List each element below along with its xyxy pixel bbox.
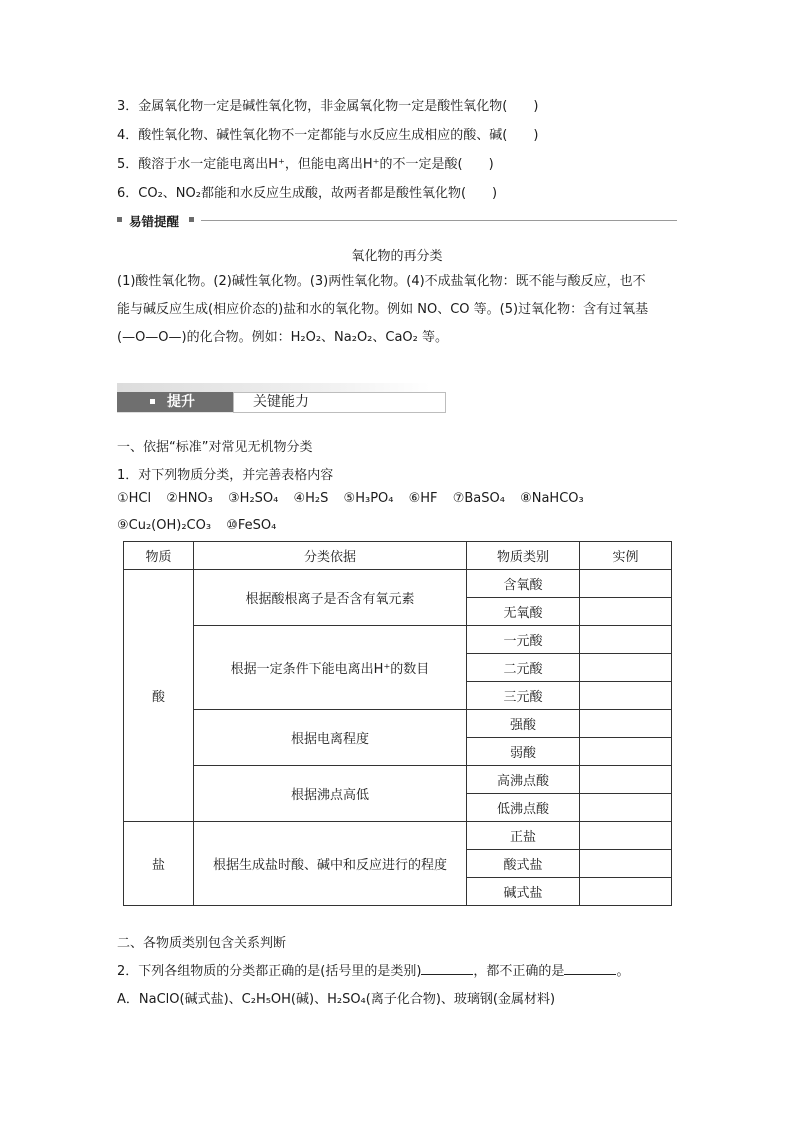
acid-cell: 酸 [124, 570, 194, 822]
header-basis: 分类依据 [194, 542, 467, 570]
banner-light-label: 关键能力 [253, 394, 309, 410]
section-2-heading: 二、各物质类别包含关系判断 [117, 936, 287, 951]
tip-label: 易错提醒 [129, 214, 180, 229]
table-row [124, 710, 672, 738]
question-6: 6．CO₂、NO₂都能和水反应生成酸，故两者都是酸性氧化物( ) [117, 186, 498, 201]
question-2-text: 2．下列各组物质的分类都正确的是(括号里的是类别) [117, 964, 422, 979]
tip-line-1: (1)酸性氧化物。(2)碱性氧化物。(3)两性氧化物。(4)不成盐氧化物：既不能与酸反应，也不 [117, 274, 646, 289]
category-cell: 三元酸 [467, 682, 580, 710]
square-bullet-icon [150, 399, 155, 404]
example-cell[interactable] [580, 570, 672, 598]
table-header-row [124, 542, 672, 570]
banner-light-tab [233, 392, 446, 413]
question-5: 5．酸溶于水一定能电离出H⁺，但能电离出H⁺的不一定是酸( ) [117, 157, 494, 172]
category-cell: 低沸点酸 [467, 794, 580, 822]
question-3: 3．金属氧化物一定是碱性氧化物，非金属氧化物一定是酸性氧化物( ) [117, 99, 539, 114]
section-banner [117, 383, 430, 413]
example-cell[interactable] [580, 766, 672, 794]
item: ⑩FeSO₄ [226, 518, 277, 533]
item: ⑧NaHCO₃ [520, 491, 584, 506]
square-bullet-icon [117, 217, 122, 222]
example-cell[interactable] [580, 822, 672, 850]
category-cell: 强酸 [467, 710, 580, 738]
header-example: 实例 [580, 542, 672, 570]
header-substance: 物质 [124, 542, 194, 570]
category-cell: 正盐 [467, 822, 580, 850]
item: ⑦BaSO₄ [452, 491, 505, 506]
basis-cell: 根据酸根离子是否含有氧元素 [194, 570, 467, 626]
example-cell[interactable] [580, 738, 672, 766]
section-1-heading: 一、依据“标准”对常见无机物分类 [117, 440, 313, 455]
basis-cell: 根据一定条件下能电离出H⁺的数目 [194, 626, 467, 710]
answer-blank-1[interactable] [421, 962, 473, 975]
question-2-text-mid: ，都不正确的是 [473, 964, 565, 979]
item: ②HNO₃ [166, 491, 213, 506]
category-cell: 高沸点酸 [467, 766, 580, 794]
salt-cell: 盐 [124, 822, 194, 906]
classification-table [123, 541, 672, 906]
item: ③H₂SO₄ [228, 491, 279, 506]
tip-line-2: 能与碱反应生成(相应价态的)盐和水的氧化物。例如 NO、CO 等。(5)过氧化物：含有过氧基 [117, 302, 649, 317]
tip-line-3: (—O—O—)的化合物。例如：H₂O₂、Na₂O₂、CaO₂ 等。 [117, 330, 449, 345]
divider [201, 220, 677, 221]
example-cell[interactable] [580, 794, 672, 822]
category-cell: 二元酸 [467, 654, 580, 682]
question-4: 4．酸性氧化物、碱性氧化物不一定都能与水反应生成相应的酸、碱( ) [117, 128, 539, 143]
item: ⑤H₃PO₄ [343, 491, 394, 506]
item: ④H₂S [293, 491, 329, 506]
example-cell[interactable] [580, 850, 672, 878]
table-row [124, 626, 672, 654]
example-cell[interactable] [580, 598, 672, 626]
basis-cell: 根据沸点高低 [194, 766, 467, 822]
table-row [124, 570, 672, 598]
question-1: 1．对下列物质分类，并完善表格内容 [117, 468, 334, 483]
question-2-text-end: 。 [616, 964, 630, 979]
category-cell: 无氧酸 [467, 598, 580, 626]
item: ①HCl [117, 491, 152, 506]
category-cell: 一元酸 [467, 626, 580, 654]
option-a: A．NaClO(碱式盐)、C₂H₅OH(碱)、H₂SO₄(离子化合物)、玻璃钢(金属材料) [117, 992, 556, 1007]
example-cell[interactable] [580, 710, 672, 738]
question-2 [117, 960, 629, 979]
item: ⑨Cu₂(OH)₂CO₃ [117, 518, 212, 533]
basis-cell: 根据电离程度 [194, 710, 467, 766]
items-row-2 [117, 518, 687, 533]
category-cell: 酸式盐 [467, 850, 580, 878]
table-row [124, 766, 672, 794]
example-cell[interactable] [580, 626, 672, 654]
category-cell: 含氧酸 [467, 570, 580, 598]
item: ⑥HF [408, 491, 438, 506]
items-row-1 [117, 491, 687, 506]
example-cell[interactable] [580, 654, 672, 682]
basis-cell: 根据生成盐时酸、碱中和反应进行的程度 [194, 822, 467, 906]
category-cell: 碱式盐 [467, 878, 580, 906]
category-cell: 弱酸 [467, 738, 580, 766]
example-cell[interactable] [580, 878, 672, 906]
banner-dark-label: 提升 [167, 394, 195, 410]
answer-blank-2[interactable] [564, 962, 616, 975]
tip-header [117, 211, 677, 229]
banner-dark-tab [117, 392, 233, 412]
table-row [124, 822, 672, 850]
square-bullet-icon [189, 217, 194, 222]
example-cell[interactable] [580, 682, 672, 710]
tip-title: 氧化物的再分类 [351, 249, 443, 264]
header-category: 物质类别 [467, 542, 580, 570]
